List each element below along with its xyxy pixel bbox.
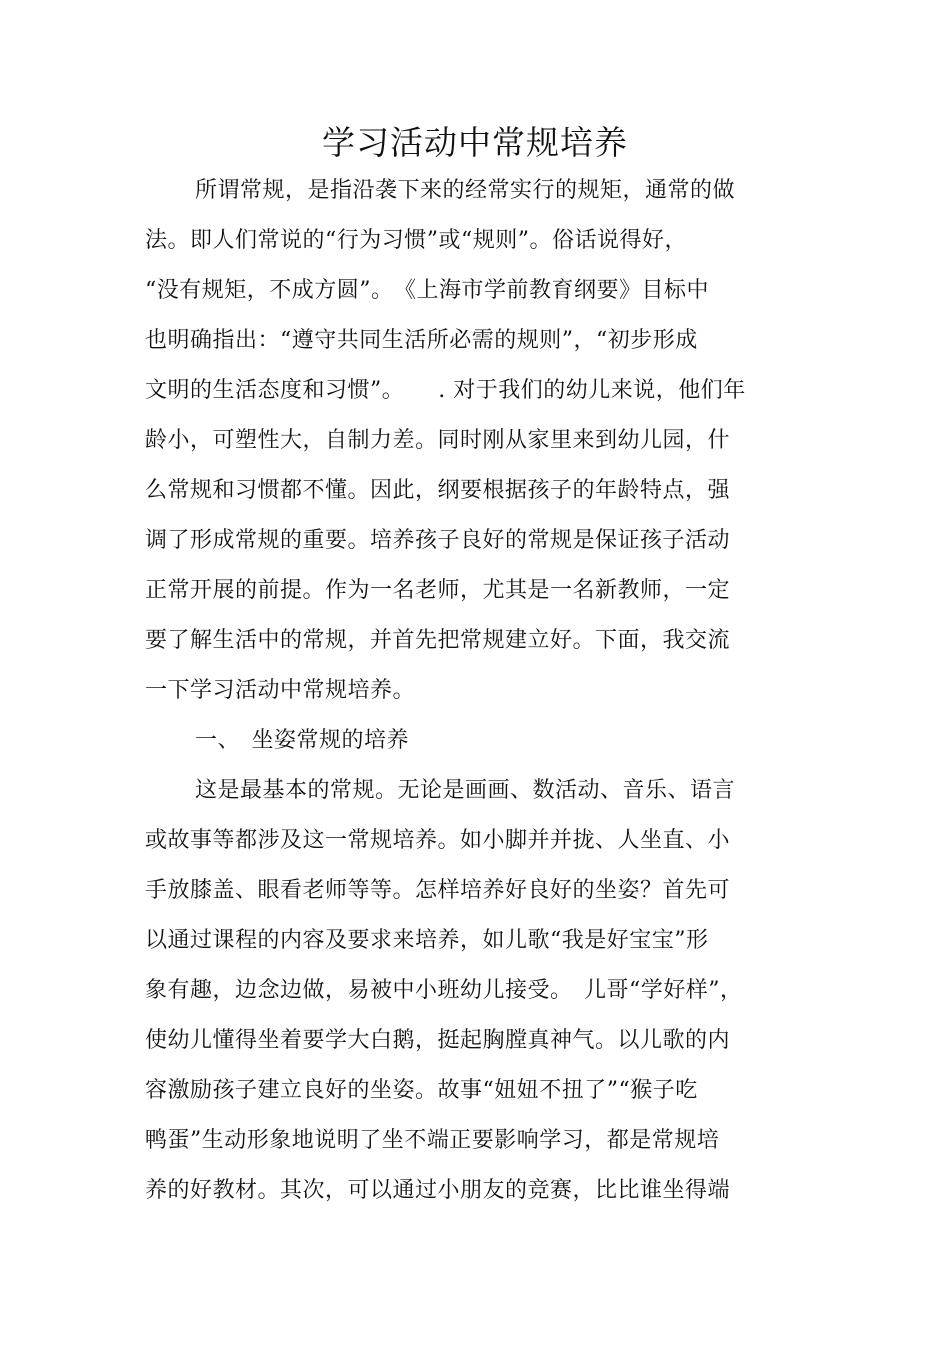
paragraph-line: 手放膝盖、眼看老师等等。怎样培养好良好的坐姿？首先可 [145,878,731,903]
paragraph-line: 龄小，可塑性大，自制力差。同时刚从家里来到幼儿园，什 [145,428,731,453]
paragraph-line: 养的好教材。其次，可以通过小朋友的竞赛，比比谁坐得端 [145,1178,731,1203]
section-heading: 一、 坐姿常规的培养 [195,728,410,753]
paragraph-line: 象有趣，边念边做，易被中小班幼儿接受。 儿哥“学好样”， [145,978,743,1003]
paragraph-line: “没有规矩，不成方圆”。 《上海市学前教育纲要》目标中 [145,278,709,303]
paragraph-line: 所谓常规，是指沿袭下来的经常实行的规矩，通常的做 [195,178,736,203]
paragraph-line: 调了形成常规的重要。培养孩子良好的常规是保证孩子活动 [145,528,731,553]
paragraph-line: 鸭蛋”生动形象地说明了坐不端正要影响学习，都是常规培 [145,1128,720,1153]
paragraph-line: 要了解生活中的常规，并首先把常规建立好。下面，我交流 [145,628,731,653]
paragraph-line: 正常开展的前提。作为一名老师，尤其是一名新教师，一定 [145,578,731,603]
paragraph-line: 一下学习活动中常规培养。 [145,678,416,703]
paragraph-line: 这是最基本的常规。无论是画画、数活动、音乐、语言 [195,778,736,803]
paragraph-line: 么常规和习惯都不懂。因此，纲要根据孩子的年龄特点，强 [145,478,731,503]
paragraph-line: 使幼儿懂得坐着要学大白鹅，挺起胸膛真神气。以儿歌的内 [145,1028,731,1053]
paragraph-line: 文明的生活态度和习惯”。 . 对于我们的幼儿来说，他们年 [145,378,746,403]
paragraph-line: 法。即人们常说的“行为习惯”或“规则”。俗话说得好， [145,228,687,253]
paragraph-line: 以通过课程的内容及要求来培养，如儿歌“我是好宝宝”形 [145,928,709,953]
paragraph-line: 容激励孩子建立良好的坐姿。故事“妞妞不扭了”“猴子吃 [145,1078,698,1103]
paragraph-line: 或故事等都涉及这一常规培养。如小脚并并拢、人坐直、小 [145,828,731,853]
document-title: 学习活动中常规培养 [322,123,628,162]
paragraph-line: 也明确指出：“遵守共同生活所必需的规则”，“初步形成 [145,328,698,353]
